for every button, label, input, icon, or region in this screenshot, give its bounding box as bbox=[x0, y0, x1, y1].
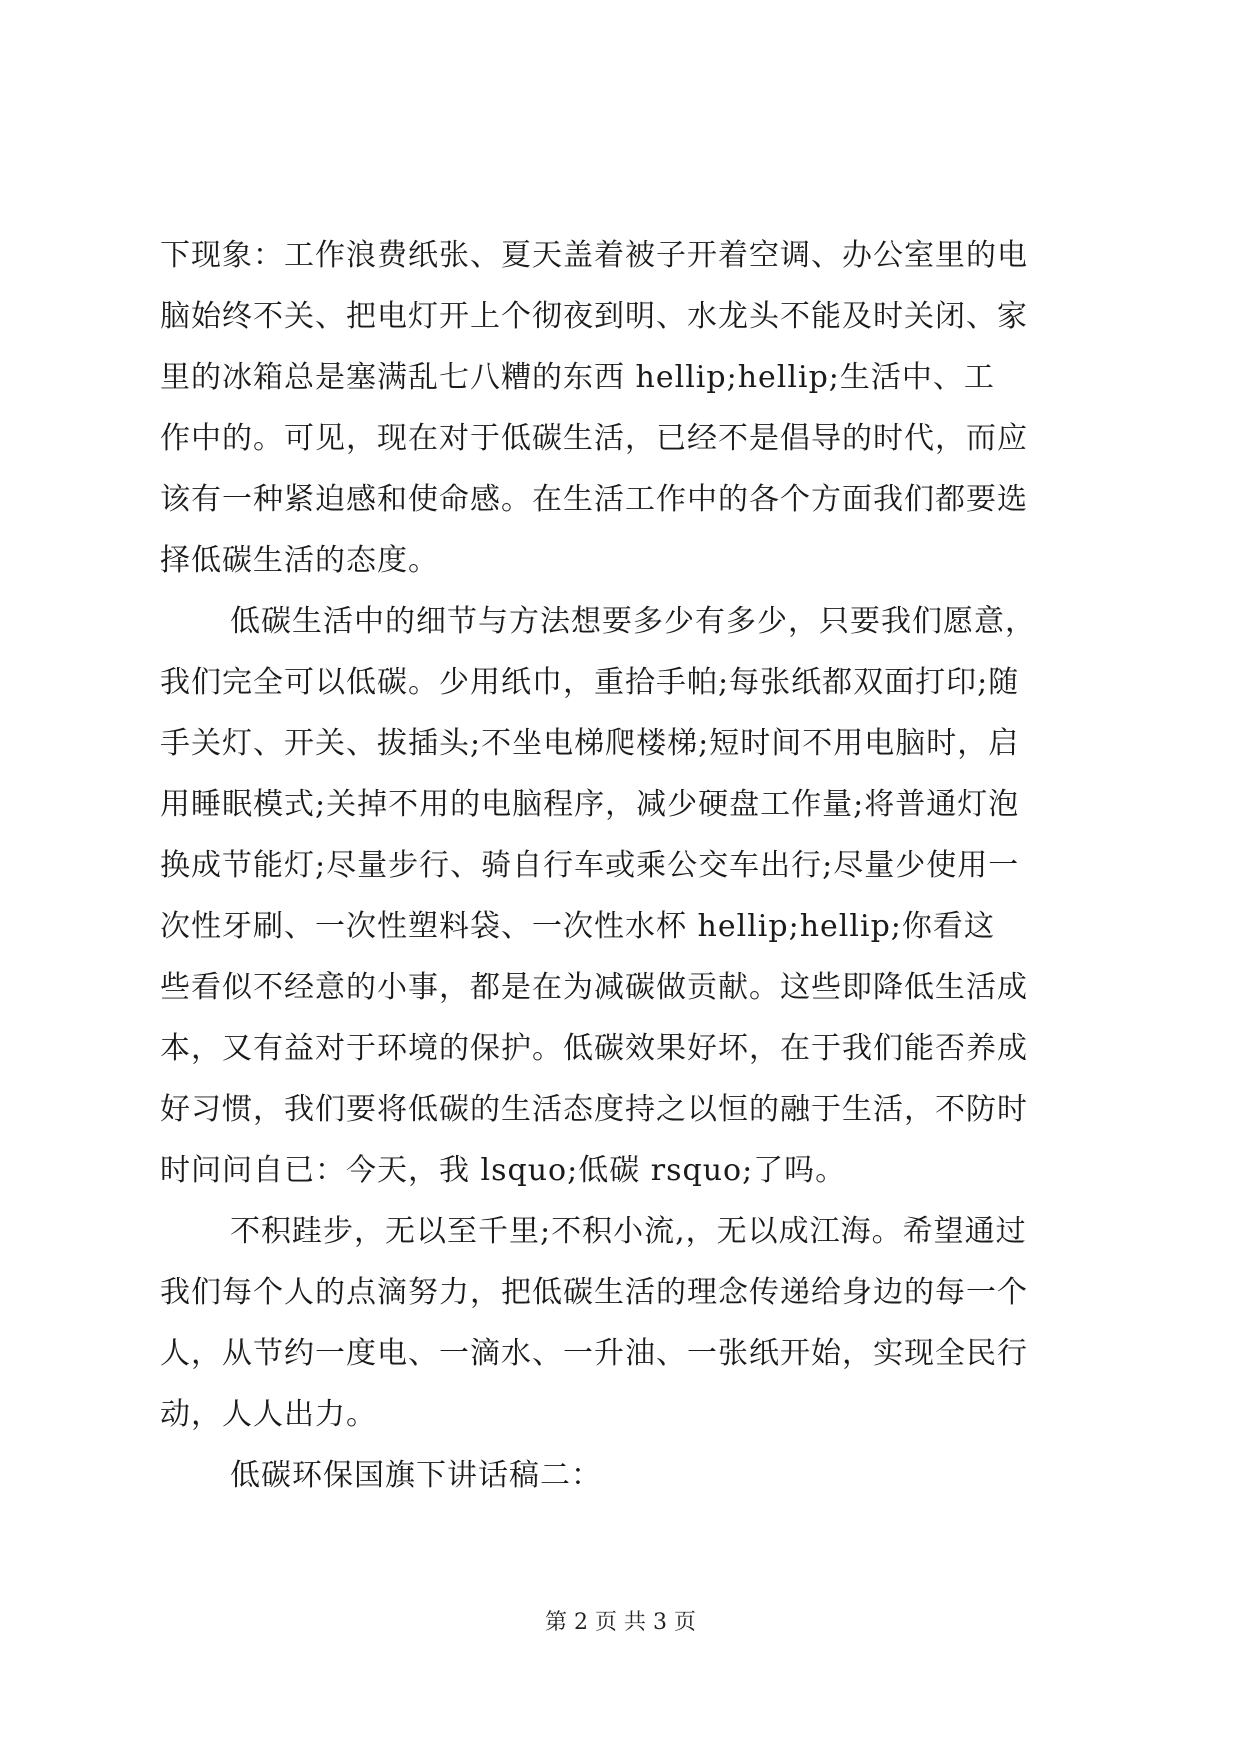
text-line: 我们每个人的点滴努力，把低碳生活的理念传递给身边的每一个 bbox=[160, 1275, 1028, 1310]
text-line: 择低碳生活的态度。 bbox=[160, 543, 439, 578]
text-line: 次性牙刷、一次性塑料袋、一次性水杯 hellip;hellip;你看这 bbox=[160, 909, 995, 944]
text-line: 时问问自已：今天，我 lsquo;低碳 rsquo;了吗。 bbox=[160, 1153, 847, 1188]
text-line: 里的冰箱总是塞满乱七八糟的东西 hellip;hellip;生活中、工 bbox=[160, 360, 995, 395]
text-line: 好习惯，我们要将低碳的生活态度持之以恒的融于生活，不防时 bbox=[160, 1092, 1028, 1127]
text-line: 脑始终不关、把电灯开上个彻夜到明、水龙头不能及时关闭、家 bbox=[160, 299, 1028, 334]
text-line: 动，人人出力。 bbox=[160, 1397, 377, 1432]
text-line: 作中的。可见，现在对于低碳生活，已经不是倡导的时代，而应 bbox=[160, 421, 1028, 456]
text-line: 不积跬步，无以至千里;不积小流,，无以成江海。希望通过 bbox=[230, 1214, 1027, 1249]
paragraph-3 bbox=[160, 1201, 1090, 1445]
page-footer bbox=[0, 1608, 1241, 1638]
document-body bbox=[160, 225, 1090, 1506]
paragraph-4-heading bbox=[160, 1445, 1090, 1506]
section-heading: 低碳环保国旗下讲话稿二： bbox=[230, 1458, 602, 1493]
text-line: 手关灯、开关、拔插头;不坐电梯爬楼梯;短时间不用电脑时，启 bbox=[160, 726, 1020, 761]
text-line: 我们完全可以低碳。少用纸巾，重拾手帕;每张纸都双面打印;随 bbox=[160, 665, 1020, 700]
text-line: 本，又有益对于环境的保护。低碳效果好坏，在于我们能否养成 bbox=[160, 1031, 1028, 1066]
text-line: 用睡眠模式;关掉不用的电脑程序，减少硬盘工作量;将普通灯泡 bbox=[160, 787, 1020, 822]
text-line: 人，从节约一度电、一滴水、一升油、一张纸开始，实现全民行 bbox=[160, 1336, 1028, 1371]
paragraph-2 bbox=[160, 591, 1090, 1201]
text-line: 换成节能灯;尽量步行、骑自行车或乘公交车出行;尽量少使用一 bbox=[160, 848, 1020, 883]
text-line: 低碳生活中的细节与方法想要多少有多少，只要我们愿意， bbox=[230, 604, 1036, 639]
paragraph-1 bbox=[160, 225, 1090, 591]
text-line: 下现象：工作浪费纸张、夏天盖着被子开着空调、办公室里的电 bbox=[160, 238, 1028, 273]
text-line: 些看似不经意的小事，都是在为减碳做贡献。这些即降低生活成 bbox=[160, 970, 1028, 1005]
text-line: 该有一种紧迫感和使命感。在生活工作中的各个方面我们都要选 bbox=[160, 482, 1028, 517]
page-number-label: 第 2 页 共 3 页 bbox=[545, 1610, 696, 1635]
